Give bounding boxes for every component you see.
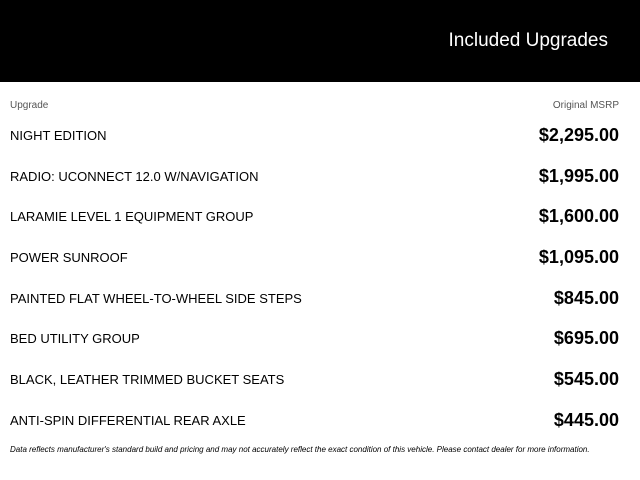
upgrade-row (0, 319, 640, 360)
upgrade-name: PAINTED FLAT WHEEL-TO-WHEEL SIDE STEPS (10, 290, 302, 306)
upgrade-name: NIGHT EDITION (10, 128, 107, 143)
upgrade-row (0, 197, 640, 238)
upgrade-row (0, 238, 640, 279)
upgrade-row (0, 401, 640, 442)
upgrade-name: BED UTILITY GROUP (10, 331, 140, 347)
upgrade-price: $545.00 (553, 369, 619, 390)
upgrade-list (0, 116, 640, 442)
upgrade-row (0, 116, 640, 157)
upgrade-price: $845.00 (553, 287, 619, 308)
upgrade-row (0, 279, 640, 320)
upgrade-name: ANTI-SPIN DIFFERENTIAL REAR AXLE (10, 412, 246, 428)
upgrade-row (0, 157, 640, 198)
upgrade-price: $1,095.00 (538, 247, 619, 268)
upgrade-price: $2,295.00 (538, 125, 619, 145)
header-bar (0, 0, 640, 82)
upgrade-price: $445.00 (553, 409, 619, 430)
upgrade-name: RADIO: UCONNECT 12.0 W/NAVIGATION (10, 168, 259, 184)
disclaimer-text: Data reflects manufacturer's standard build and pricing and may not accurately reflect the exact condition of this vehicle. Please contact dealer for more information. (10, 445, 590, 454)
column-header-msrp: Original MSRP (552, 100, 619, 111)
upgrade-row (0, 360, 640, 401)
upgrade-name: LARAMIE LEVEL 1 EQUIPMENT GROUP (10, 209, 254, 225)
upgrade-price: $1,995.00 (538, 165, 619, 186)
upgrade-price: $695.00 (553, 328, 619, 349)
column-headers (0, 99, 640, 113)
column-header-upgrade: Upgrade (10, 100, 49, 111)
page-title: Included Upgrades (448, 30, 608, 51)
upgrade-name: POWER SUNROOF (10, 250, 128, 266)
upgrade-name: BLACK, LEATHER TRIMMED BUCKET SEATS (10, 372, 285, 388)
upgrade-price: $1,600.00 (538, 206, 619, 227)
